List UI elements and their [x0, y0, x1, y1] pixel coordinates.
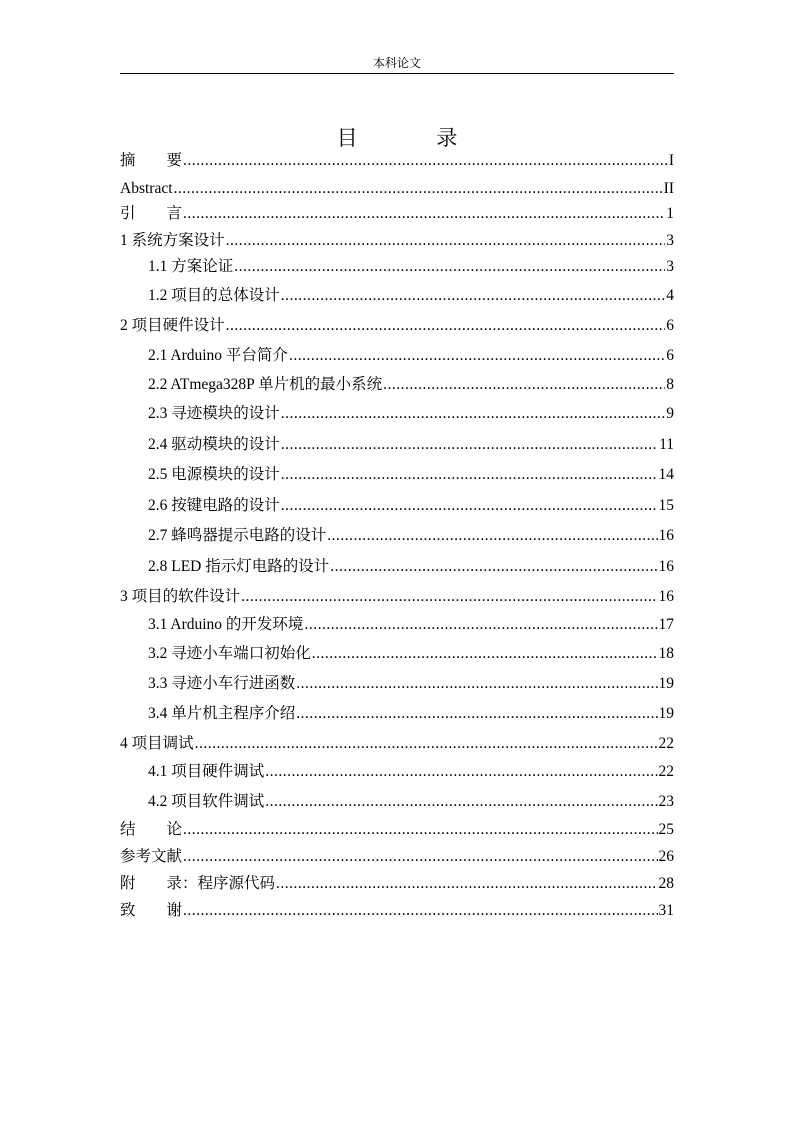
toc-entry[interactable]	[120, 312, 674, 336]
toc-entry[interactable]	[148, 400, 674, 424]
toc-leader-dots	[195, 734, 658, 754]
toc-leader-dots	[183, 151, 668, 171]
toc-entry-page: 3	[666, 232, 674, 249]
toc-leader-dots	[330, 557, 657, 577]
toc-entry-page: 17	[658, 616, 674, 633]
toc-entry[interactable]	[148, 640, 674, 664]
toc-entry[interactable]	[148, 342, 674, 366]
toc-entry-page: 16	[658, 558, 674, 575]
toc-leader-dots	[281, 465, 658, 485]
toc-entry-page: 4	[666, 287, 674, 304]
toc-leader-dots	[296, 674, 657, 694]
toc-entry-label: 致 谢	[120, 902, 183, 919]
toc-entry-label: 2.6 按键电路的设计	[148, 497, 280, 514]
toc-leader-dots	[281, 496, 658, 516]
toc-entry[interactable]	[148, 253, 674, 277]
toc-title: 目 录	[336, 126, 494, 150]
toc-leader-dots	[296, 704, 657, 724]
toc-entry-label: 摘 要	[120, 152, 183, 169]
toc-entry-label: 2.5 电源模块的设计	[148, 466, 280, 483]
toc-entry-page: I	[668, 152, 674, 169]
toc-entry-label: 2.7 蜂鸣器提示电路的设计	[148, 527, 327, 544]
toc-entry-label: 附 录：程序源代码	[120, 875, 276, 892]
toc-entry-label: 3.1 Arduino 的开发环境	[148, 616, 304, 633]
toc-entry[interactable]	[120, 147, 674, 171]
toc-leader-dots	[183, 204, 665, 224]
toc-leader-dots	[241, 587, 657, 607]
toc-leader-dots	[183, 901, 657, 921]
toc-entry-page: 14	[658, 466, 674, 483]
toc-leader-dots	[265, 762, 657, 782]
toc-entry[interactable]	[120, 843, 674, 867]
toc-entry-page: 11	[659, 436, 674, 453]
toc-entry-page: 25	[658, 821, 674, 838]
toc-entry-page: 3	[666, 258, 674, 275]
toc-entry[interactable]	[148, 282, 674, 306]
toc-entry-label: 3.4 单片机主程序介绍	[148, 705, 296, 722]
toc-entry-page: 23	[658, 793, 674, 810]
toc-leader-dots	[183, 820, 657, 840]
toc-entry-page: 31	[658, 902, 674, 919]
toc-leader-dots	[281, 435, 658, 455]
toc-entry[interactable]	[148, 431, 674, 455]
toc-leader-dots	[304, 615, 657, 635]
toc-entry-page: 26	[658, 848, 674, 865]
toc-entry-label: 1.2 项目的总体设计	[148, 287, 280, 304]
toc-leader-dots	[383, 375, 665, 395]
toc-entry[interactable]	[148, 700, 674, 724]
toc-entry-page: 6	[666, 347, 674, 364]
toc-entry[interactable]	[120, 200, 674, 224]
toc-entry-page: 19	[658, 675, 674, 692]
toc-leader-dots	[289, 346, 665, 366]
toc-leader-dots	[276, 874, 657, 894]
toc-entry-page: 22	[658, 763, 674, 780]
toc-entry-label: 3 项目的软件设计	[120, 588, 241, 605]
toc-entry[interactable]	[120, 730, 674, 754]
toc-leader-dots	[183, 847, 657, 867]
toc-leader-dots	[327, 526, 657, 546]
page-header: 本科论文	[372, 56, 421, 70]
toc-entry-label: 2.8 LED 指示灯电路的设计	[148, 558, 330, 575]
toc-entry-label: 2.3 寻迹模块的设计	[148, 405, 280, 422]
toc-entry-page: 16	[658, 588, 674, 605]
toc-entry[interactable]	[148, 522, 674, 546]
toc-entry-label: 1 系统方案设计	[120, 232, 225, 249]
toc-entry-page: 18	[658, 645, 674, 662]
toc-entry-page: II	[663, 180, 674, 197]
toc-leader-dots	[281, 286, 665, 306]
toc-entry[interactable]	[148, 611, 674, 635]
toc-leader-dots	[281, 404, 665, 424]
toc-entry-label: 4.2 项目软件调试	[148, 793, 265, 810]
toc-entry-label: 2.1 Arduino 平台简介	[148, 347, 288, 364]
toc-leader-dots	[226, 316, 666, 336]
toc-entry-page: 15	[658, 497, 674, 514]
toc-leader-dots	[312, 644, 658, 664]
toc-entry[interactable]	[120, 227, 674, 251]
toc-entry-page: 16	[658, 527, 674, 544]
toc-entry-label: 参考文献	[120, 848, 183, 865]
toc-entry-label: 2.2 ATmega328P 单片机的最小系统	[148, 376, 383, 393]
toc-entry-page: 28	[658, 875, 674, 892]
toc-leader-dots	[226, 231, 666, 251]
toc-entry[interactable]	[148, 788, 674, 812]
toc-entry-page: 19	[658, 705, 674, 722]
toc-entry[interactable]	[120, 870, 674, 894]
toc-entry-label: 2 项目硬件设计	[120, 317, 225, 334]
toc-entry[interactable]	[148, 461, 674, 485]
toc-entry-label: 1.1 方案论证	[148, 258, 234, 275]
toc-entry-page: 9	[666, 405, 674, 422]
toc-entry[interactable]	[120, 816, 674, 840]
toc-entry[interactable]	[120, 897, 674, 921]
toc-entry-label: 4.1 项目硬件调试	[148, 763, 265, 780]
toc-entry-label: Abstract	[120, 180, 173, 197]
toc-entry[interactable]	[148, 670, 674, 694]
toc-entry-page: 1	[666, 205, 674, 222]
toc-entry[interactable]	[120, 175, 674, 199]
toc-entry-label: 引 言	[120, 205, 183, 222]
toc-leader-dots	[265, 792, 657, 812]
toc-entry[interactable]	[148, 758, 674, 782]
toc-entry[interactable]	[148, 492, 674, 516]
toc-entry-page: 8	[666, 376, 674, 393]
toc-entry[interactable]	[148, 553, 674, 577]
toc-entry[interactable]	[120, 583, 674, 607]
toc-entry-label: 3.2 寻迹小车端口初始化	[148, 645, 311, 662]
toc-entry-label: 结 论	[120, 821, 183, 838]
toc-entry-label: 3.3 寻迹小车行进函数	[148, 675, 296, 692]
toc-leader-dots	[174, 179, 663, 199]
toc-entry-page: 22	[658, 735, 674, 752]
toc-entry-label: 2.4 驱动模块的设计	[148, 436, 280, 453]
toc-entry-label: 4 项目调试	[120, 735, 194, 752]
toc-entry-page: 6	[666, 317, 674, 334]
toc-leader-dots	[234, 257, 665, 277]
toc-entry[interactable]	[148, 371, 674, 395]
